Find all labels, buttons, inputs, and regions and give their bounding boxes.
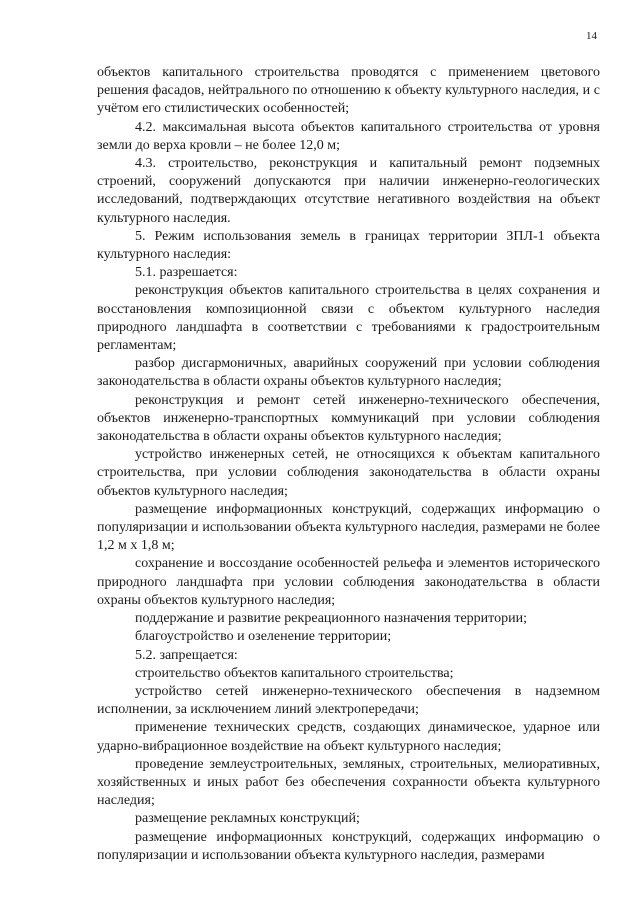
page-number: 14 xyxy=(586,30,597,42)
list-item-no-earthworks: проведение землеустроительных, земляных, строительных, мелиоративных, хозяйственных и иных работ без обеспечения сохранности объекта культурного наследия; xyxy=(97,756,600,809)
paragraph-5-1-allowed-heading: 5.1. разрешается: xyxy=(135,265,238,281)
list-item-recreation: поддержание и развитие рекреационного назначения территории; xyxy=(135,611,527,627)
list-item-info-signs-size: размещение информационных конструкций, содержащих информацию о популяризации и использовании объекта культурного наследия, размерами xyxy=(97,829,600,863)
document-body xyxy=(97,64,600,865)
list-item-relief-preservation: сохранение и воссоздание особенностей рельефа и элементов исторического природного ландшафта при условии соблюдения законодательства в области охраны объектов культурного наследия; xyxy=(97,556,600,608)
paragraph-5-land-use-regime: 5. Режим использования земель в границах территории ЗПЛ-1 объекта культурного наследия: xyxy=(97,228,600,263)
list-item-engineering-networks: устройство инженерных сетей, не относящихся к объектам капитального строительства, при условии соблюдения законодательства в области охраны объектов культурного наследия; xyxy=(97,447,600,499)
list-item-no-overhead-networks: устройство сетей инженерно-технического обеспечения в надземном исполнении, за исключением линий электропередачи; xyxy=(97,683,600,718)
paragraph-4-2-max-height: 4.2. максимальная высота объектов капитального строительства от уровня земли до верха кровли – не более 12,0 м; xyxy=(97,119,600,153)
list-item-reconstruction: реконструкция объектов капитального строительства в целях сохранения и восстановления композиционной связи с объектом культурного наследия природного ландшафта в соответствии с требованиями к градостроительным регламентам; xyxy=(97,283,600,354)
list-item-utility-repair: реконструкция и ремонт сетей инженерно-технического обеспечения, объектов инженерно-транспортных коммуникаций при условии соблюдения законодательства в области охраны объектов культурного наследия; xyxy=(97,392,600,445)
list-item-no-construction: строительство объектов капитального строительства; xyxy=(135,665,454,681)
list-item-no-vibration: применение технических средств, создающих динамическое, ударное или ударно-вибрационное воздействие на объект культурного наследия; xyxy=(97,720,600,754)
list-item-info-signs: размещение информационных конструкций, содержащих информацию о популяризации и использовании объекта культурного наследия, размерами не более 1,2 м х 1,8 м; xyxy=(97,501,600,554)
paragraph-4-3-underground: 4.3. строительство, реконструкция и капитальный ремонт подземных строений, сооружений допускаются при наличии инженерно-геологических исследований, подтверждающих отсутствие негативного воздействия на объект культурного наследия. xyxy=(97,156,600,226)
list-item-demolition: разбор дисгармоничных, аварийных сооружений при условии соблюдения законодательства в области охраны объектов культурного наследия; xyxy=(97,356,600,390)
list-item-landscaping: благоустройство и озеленение территории; xyxy=(135,629,392,645)
paragraph-facade-color: объектов капитального строительства проводятся с применением цветового решения фасадов, нейтрального по отношению к объекту культурного наследия, и с учётом его стилистических особенностей; xyxy=(97,65,600,117)
list-item-no-advertising: размещение рекламных конструкций; xyxy=(135,811,360,827)
paragraph-5-2-prohibited-heading: 5.2. запрещается: xyxy=(135,647,238,663)
